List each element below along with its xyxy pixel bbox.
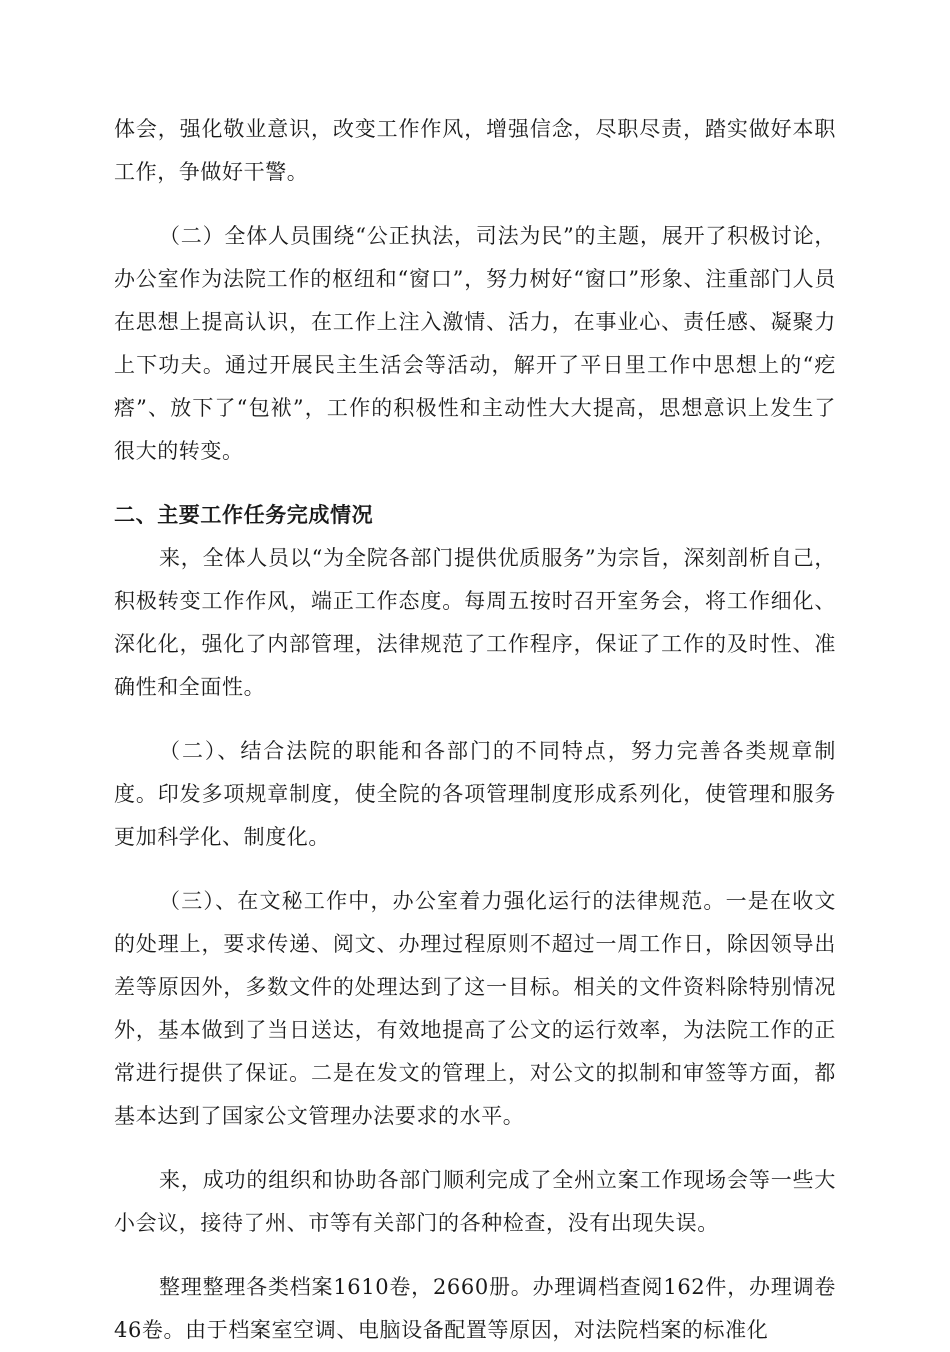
section-heading: 二、主要工作任务完成情况 <box>114 503 374 527</box>
paragraph-meetings: 来，成功的组织和协助各部门顺利完成了全州立案工作现场会等一些大小会议，接待了州、市等有关部门的各种检查，没有出现失误。 <box>114 1168 836 1235</box>
document-body <box>114 108 836 1352</box>
paragraph-discussion: （二）全体人员围绕“公正执法，司法为民”的主题，展开了积极讨论，办公室作为法院工作的枢纽和“窗口”，努力树好“窗口”形象、注重部门人员在思想上提高认识，在工作上注入激情、活力，在事业心、责任感、凝聚力上下功夫。通过开展民主生活会等活动，解开了平日里工作中思想上的“疙瘩”、放下了“包袱”，工作的积极性和主动性大大提高，思想意识上发生了很大的转变。 <box>114 224 836 463</box>
paragraph-service: 来，全体人员以“为全院各部门提供优质服务”为宗旨，深刻剖析自己，积极转变工作作风，端正工作态度。每周五按时召开室务会，将工作细化、深化化，强化了内部管理，法律规范了工作程序，保证了工作的及时性、准确性和全面性。 <box>114 546 836 699</box>
paragraph-archives: 整理整理各类档案1610卷，2660册。办理调档查阅162件，办理调卷46卷。由于档案室空调、电脑设备配置等原因，对法院档案的标准化 <box>114 1275 836 1342</box>
paragraph-regulations: （二）、结合法院的职能和各部门的不同特点，努力完善各类规章制度。印发多项规章制度，使全院的各项管理制度形成系列化，使管理和服务更加科学化、制度化。 <box>114 739 836 849</box>
paragraph-continuation: 体会，强化敬业意识，改变工作作风，增强信念，尽职尽责，踏实做好本职工作，争做好干警。 <box>114 117 836 184</box>
paragraph-secretarial: （三）、在文秘工作中，办公室着力强化运行的法律规范。一是在收文的处理上，要求传递、阅文、办理过程原则不超过一周工作日，除因领导出差等原因外，多数文件的处理达到了这一目标。相关的文件资料除特别情况外，基本做到了当日送达，有效地提高了公文的运行效率，为法院工作的正常进行提供了保证。二是在发文的管理上，对公文的拟制和审签等方面，都基本达到了国家公文管理办法要求的水平。 <box>114 889 836 1128</box>
